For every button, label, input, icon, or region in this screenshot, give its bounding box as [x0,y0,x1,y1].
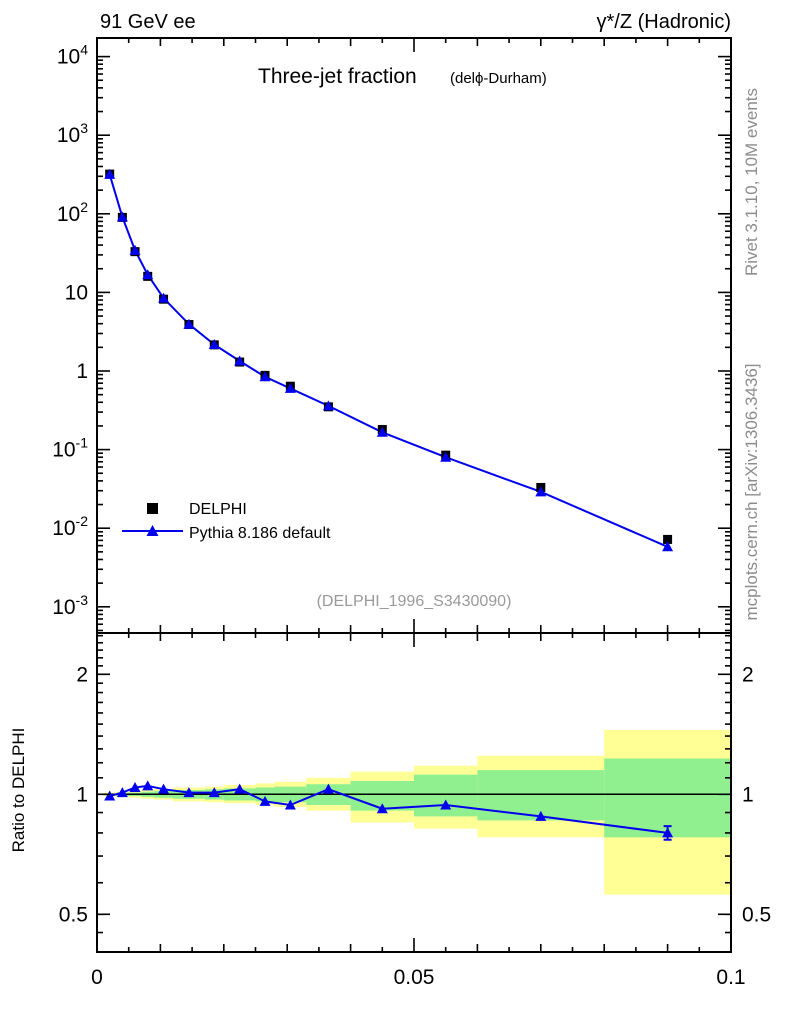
y-tick-label: $10^{-2}$ [52,513,88,541]
y-tick-label: $10^{-3}$ [52,591,88,619]
header-beam-energy: 91 GeV ee [100,11,196,33]
header-process: γ*/Z (Hadronic) [596,11,731,33]
analysis-watermark: (DELPHI_1996_S3430090) [316,593,512,610]
y-tick-label: 1 [76,360,88,383]
plot-title: Three-jet fraction [258,65,417,88]
ratio-tick-label-left: 0.5 [58,903,88,927]
legend-square-marker [147,503,158,514]
plot-subtitle: (delϕ-Durham) [450,70,547,87]
y-tick-label: $10^4$ [56,41,88,69]
legend-label-pythia: Pythia 8.186 default [189,525,331,542]
ratio-tick-label-left: 2 [76,663,88,687]
mcplots-credit-note: mcplots.cern.ch [arXiv:1306.3436] [742,363,761,621]
y-tick-label: $10^3$ [56,120,88,148]
legend-label-delphi: DELPHI [189,501,247,518]
x-tick-label: 0.1 [716,966,746,989]
y-tick-label: $10^2$ [56,198,88,226]
legend [122,501,331,542]
x-tick-label: 0 [91,966,103,989]
rivet-version-note: Rivet 3.1.10, 10M events [742,87,761,277]
ratio-uncertainty-bands [97,730,731,895]
x-tick-label: 0.05 [393,966,435,989]
ratio-tick-label-right: 2 [742,663,754,687]
pythia-line [110,174,668,546]
ratio-tick-label-right: 1 [742,783,754,807]
top-panel-frame [97,38,731,633]
y-tick-label: $10^{-1}$ [52,434,88,462]
y-tick-label: 10 [64,281,88,305]
ratio-tick-label-right: 0.5 [742,903,772,927]
ratio-axis-label: Ratio to DELPHI [9,727,28,853]
band-stat [414,775,477,817]
ratio-tick-label-left: 1 [76,783,88,807]
